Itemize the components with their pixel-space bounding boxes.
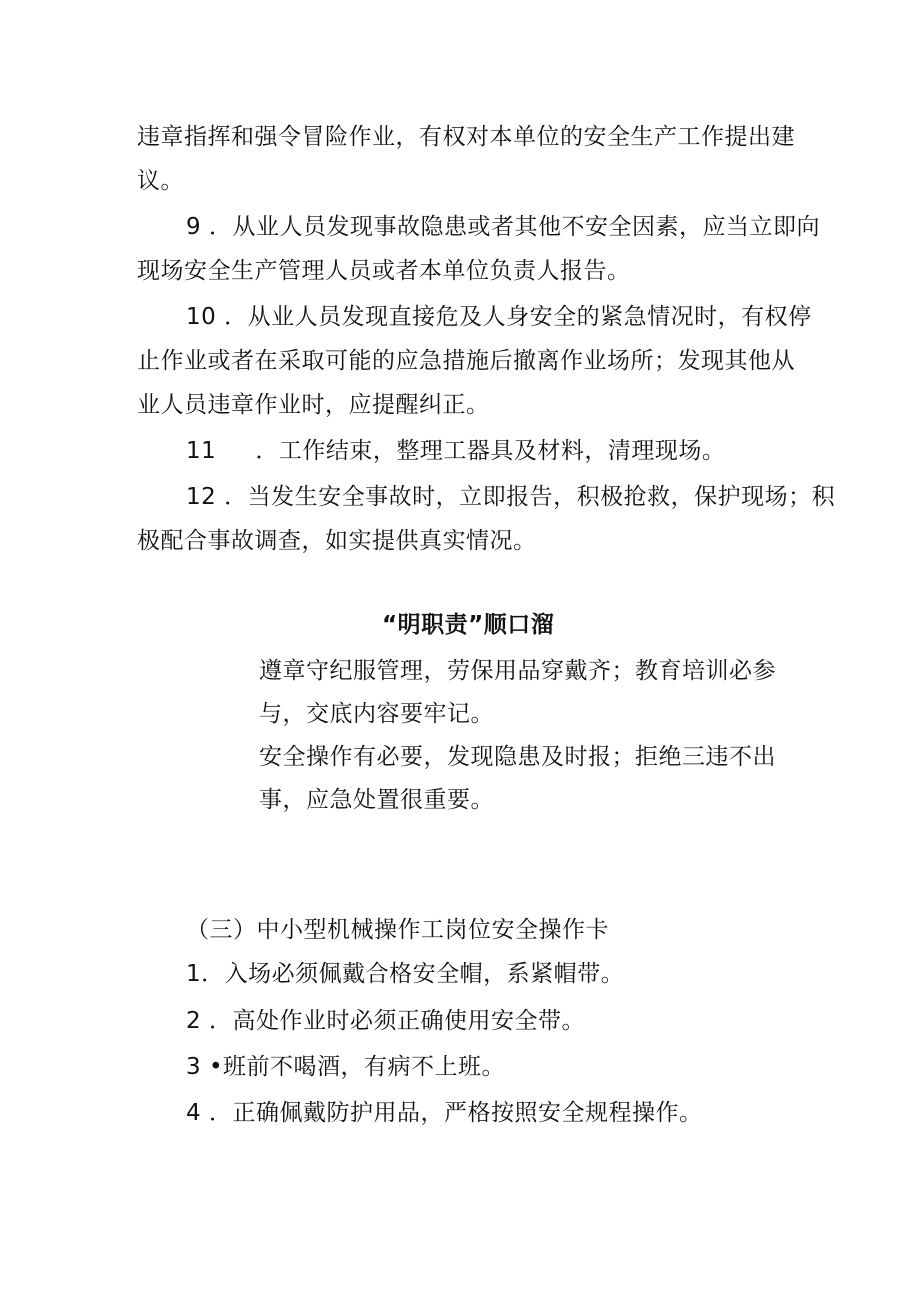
item-12-line-2: 极配合事故调查，如实提供真实情况。 [137, 528, 537, 554]
continuation-line-1: 违章指挥和强令冒险作业，有权对本单位的安全生产工作提出建 [137, 124, 795, 150]
section-3-item-2: 2 ．高处作业时必须正确使用安全带。 [186, 1008, 585, 1034]
item-10-line-1: 10 ．从业人员发现直接危及人身安全的紧急情况时，有权停 [186, 304, 812, 330]
section-3-title: （三）中小型机械操作工岗位安全操作卡 [186, 917, 609, 943]
rhyme-line-1: 遵章守纪服管理，劳保用品穿戴齐；教育培训必参 [259, 658, 776, 684]
item-9-line-2: 现场安全生产管理人员或者本单位负责人报告。 [137, 258, 631, 284]
section-3-item-1: 1．入场必须佩戴合格安全帽，系紧帽带。 [186, 961, 625, 987]
rhyme-line-3: 安全操作有必要，发现隐患及时报；拒绝三违不出 [259, 744, 776, 770]
item-10-line-2: 止作业或者在采取可能的应急措施后撤离作业场所；发现其他从 [137, 348, 795, 374]
item-10-line-3: 业人员违章作业时，应提醒纠正。 [137, 392, 490, 418]
section-3-item-3: 3 •班前不喝酒，有病不上班。 [186, 1054, 506, 1080]
section-3-item-4: 4 ．正确佩戴防护用品，严格按照安全规程操作。 [186, 1100, 703, 1126]
rhyme-title: “明职责”顺口溜 [382, 612, 555, 638]
rhyme-line-2: 与，交底内容要牢记。 [259, 701, 494, 727]
item-12-line-1: 12 ．当发生安全事故时，立即报告，积极抢救，保护现场；积 [186, 484, 836, 510]
rhyme-line-4: 事，应急处置很重要。 [259, 787, 494, 813]
item-11-line-1: 11 ．工作结束，整理工器具及材料，清理现场。 [186, 438, 726, 464]
item-9-line-1: 9 ．从业人员发现事故隐患或者其他不安全因素，应当立即向 [186, 214, 820, 240]
continuation-line-2: 议。 [137, 168, 184, 194]
